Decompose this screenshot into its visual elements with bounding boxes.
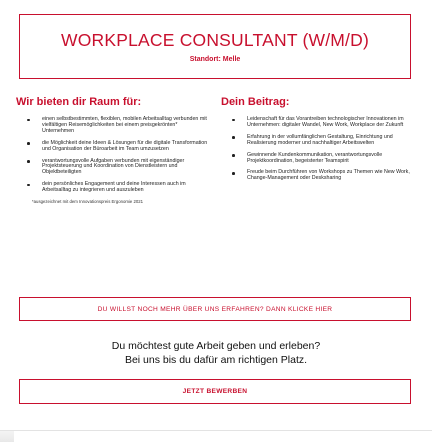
list-item-text: verantwortungsvolle Aufgaben verbunden mit eigenständiger Projektsteuerung und Koordination von Dienstleistern und Objektbeteiligten [42,157,185,176]
list-item-text: einen selbstbestimmten, flexiblen, mobilen Arbeitsalltag verbunden mit vielfältigen Reisemöglichkeiten bei einem preisgekrönten* Unternehmen [42,116,207,134]
award-footnote: *ausgezeichnet mit dem Innovationspreis Ergonomie 2021 [32,199,144,205]
page-corner [0,431,14,442]
more-info-link[interactable]: DU WILLST NOCH MEHR ÜBER UNS ERFAHREN? DANN KLICKE HIER [19,297,411,321]
list-item-text: Leidenschaft für das Vorantreiben technologischer Innovationen im Unternehmen: digitaler Wandel, New Work, Workplace der Zukunft [247,116,404,128]
bullet-icon [232,119,235,122]
offer-list [16,117,208,194]
list-item [16,117,208,135]
bullet-icon [232,136,235,139]
offer-heading: Wir bieten dir Raum für: [16,96,142,108]
list-item [16,159,208,177]
contribution-list [221,117,413,182]
tagline-line-2: Bei uns bis du dafür am richtigen Platz. [124,354,308,366]
list-item-text: dein persönliches Engagement und deine Interessen auch im Arbeitsalltag zu integrieren und auszuleben [42,181,186,194]
offer-section [16,96,208,204]
list-item-text: die Möglichkeit deine Ideen & Lösungen für die digitale Transformation und Organisation der Büroarbeit im Team umzusetzen [42,139,208,152]
bullet-icon [232,172,235,175]
list-item [221,170,413,182]
list-item [16,141,208,153]
bullet-icon [232,154,235,157]
bullet-icon [27,119,30,122]
list-item [221,153,413,165]
list-item [16,182,208,194]
list-item-text: Gewinnende Kundenkommunikation, verantwortungsvolle Projektkoordination, begeisterter Teamspirit [247,151,383,164]
location-label: Standort: Melle [189,56,241,63]
list-item [221,135,413,147]
bullet-icon [27,160,30,163]
list-item-text: Freude beim Durchführen von Workshops zu Themen wie New Work, Change-Management oder Desksharing [247,169,410,182]
title-box [19,14,411,79]
list-item [221,117,413,129]
contribution-heading: Dein Beitrag: [221,96,290,108]
divider [0,430,432,431]
tagline [0,339,432,367]
bullet-icon [27,142,30,145]
job-title: WORKPLACE CONSULTANT (W/M/D) [61,30,369,50]
bullet-icon [27,184,30,187]
list-item-text: Erfahrung in der vollumfänglichen Gestaltung, Einrichtung und Realisierung moderner und nachhaltiger Arbeitswelten [247,133,393,146]
apply-button[interactable]: JETZT BEWERBEN [19,379,411,404]
tagline-line-1: Du möchtest gute Arbeit geben und erleben? [111,340,321,352]
contribution-section [221,96,413,188]
